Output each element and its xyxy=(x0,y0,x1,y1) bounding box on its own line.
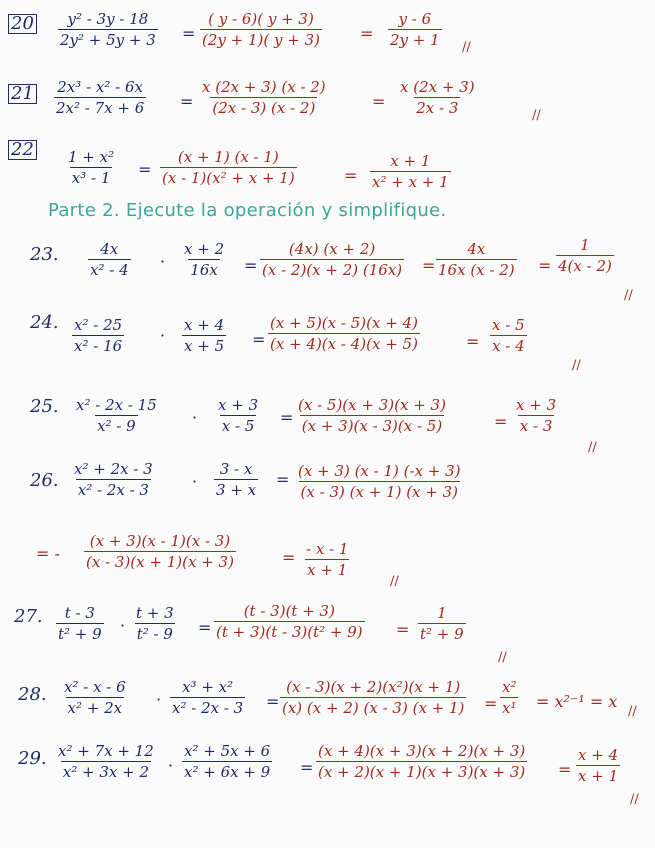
fraction-given: $\frac{\text{1 + x²}}{\text{x³ - 1}}$ xyxy=(68,148,115,187)
problem-number: 25. xyxy=(30,396,59,417)
fraction-result: $\frac{x (2x + 3)}{2x - 3}$ xyxy=(400,78,475,117)
equals-minus: = - xyxy=(36,544,60,563)
equals-sign: = xyxy=(244,256,258,275)
fraction-given-2: $\frac{x + 2}{16x}$ xyxy=(184,240,225,279)
equals-sign: = xyxy=(138,160,152,179)
final-mark: // xyxy=(390,574,399,589)
fraction-factored: $\frac{(x + 3) (x - 1) (-x + 3)}{(x - 3) (x + 1) (x + 3)}$ xyxy=(298,462,461,501)
fraction-result: $\frac{x - 5}{x - 4}$ xyxy=(492,316,525,355)
problem-number: 24. xyxy=(30,312,59,333)
problem-number: 20 xyxy=(8,14,37,34)
multiply-dot: · xyxy=(168,756,174,775)
equals-sign: = xyxy=(422,256,436,275)
fraction-given-2: $\frac{x + 3}{x - 5}$ xyxy=(218,396,259,435)
fraction-result: $\frac{1}{4(x - 2)}$ xyxy=(558,236,612,275)
fraction-given-1: $\frac{\text{x² - 25}}{\text{x² - 16}}$ xyxy=(74,316,123,355)
equals-sign: = xyxy=(372,92,386,111)
exponent-result: = x²⁻¹ = x xyxy=(536,692,618,711)
equals-sign: = xyxy=(266,692,280,711)
multiply-dot: · xyxy=(120,616,126,635)
fraction-result: $\frac{- x - 1}{x + 1}$ xyxy=(306,540,349,579)
fraction-given-1: $\frac{4x}{\text{x² - 4}}$ xyxy=(90,240,129,279)
equals-sign: = xyxy=(182,24,196,43)
fraction-given: $\frac{\text{y² - 3y - 18}}{\text{2y² + 5y + 3}}$ xyxy=(60,10,156,49)
equals-sign: = xyxy=(396,620,410,639)
equals-sign: = xyxy=(280,408,294,427)
fraction-given-1: $\frac{t - 3}{\text{t² + 9}}$ xyxy=(58,604,102,643)
equals-sign: = xyxy=(558,760,572,779)
fraction-factored: $\frac{(x + 1) (x - 1)}{\text{(x - 1)(x² + x + 1)}}$ xyxy=(162,148,295,187)
final-mark: // xyxy=(624,288,633,303)
final-mark: // xyxy=(588,440,597,455)
fraction-given-2: $\frac{\text{x³ + x²}}{\text{x² - 2x - 3}}$ xyxy=(172,678,244,717)
problem-number: 28. xyxy=(18,684,47,705)
equals-sign: = xyxy=(198,618,212,637)
fraction-step: $\frac{4x}{16x (x - 2)}$ xyxy=(438,240,515,279)
final-mark: // xyxy=(462,40,471,55)
fraction-given-2: $\frac{t + 3}{\text{t² - 9}}$ xyxy=(136,604,174,643)
fraction-result: $\frac{x + 3}{x - 3}$ xyxy=(516,396,557,435)
equals-sign: = xyxy=(360,24,374,43)
equals-sign: = xyxy=(466,332,480,351)
fraction-given-1: $\frac{\text{x² + 7x + 12}}{\text{x² + 3x + 2}}$ xyxy=(58,742,154,781)
fraction-given-1: $\frac{\text{x² + 2x - 3}}{\text{x² - 2x - 3}}$ xyxy=(74,460,153,499)
fraction-result: $\frac{x + 4}{x + 1}$ xyxy=(578,746,619,785)
final-mark: // xyxy=(532,108,541,123)
equals-sign: = xyxy=(484,694,498,713)
fraction-factored: $\frac{( y - 6)( y + 3)}{(2y + 1)( y + 3)}$ xyxy=(202,10,320,49)
problem-number: 26. xyxy=(30,470,59,491)
problem-number: 23. xyxy=(30,244,59,265)
multiply-dot: · xyxy=(192,408,198,427)
problem-number: 21 xyxy=(8,84,37,104)
equals-sign: = xyxy=(494,412,508,431)
fraction-given-2: $\frac{3 - x}{3 + x}$ xyxy=(216,460,257,499)
fraction-step: $\frac{\text{x²}}{\text{x¹}}$ xyxy=(502,678,517,717)
fraction-given-1: $\frac{\text{x² - x - 6}}{\text{x² + 2x}}$ xyxy=(64,678,126,717)
equals-sign: = xyxy=(282,548,296,567)
final-mark: // xyxy=(630,792,639,807)
final-mark: // xyxy=(498,650,507,665)
equals-sign: = xyxy=(180,92,194,111)
fraction-step: $\frac{(x + 3)(x - 1)(x - 3)}{(x - 3)(x + 1)(x + 3)}$ xyxy=(86,532,234,571)
multiply-dot: · xyxy=(160,326,166,345)
equals-sign: = xyxy=(344,166,358,185)
problem-number: 27. xyxy=(14,606,43,627)
equals-sign: = xyxy=(252,330,266,349)
fraction-given-1: $\frac{\text{x² - 2x - 15}}{\text{x² - 9}}$ xyxy=(76,396,157,435)
fraction-factored: $\frac{x (2x + 3) (x - 2)}{(2x - 3) (x - 2)}$ xyxy=(202,78,326,117)
fraction-factored: $\frac{(x + 4)(x + 3)(x + 2)(x + 3)}{(x + 2)(x + 1)(x + 3)(x + 3)}$ xyxy=(318,742,526,781)
fraction-factored: $\frac{(4x) (x + 2)}{(x - 2)(x + 2) (16x)}$ xyxy=(262,240,403,279)
fraction-given: $\frac{\text{2x³ - x² - 6x}}{\text{2x² - 7x + 6}}$ xyxy=(56,78,145,117)
fraction-result: $\frac{y - 6}{2y + 1}$ xyxy=(390,10,440,49)
equals-sign: = xyxy=(300,758,314,777)
fraction-factored: $\frac{\text{(x - 3)(x + 2)(x²)(x + 1)}}{(x) (x + 2) (x - 3) (x + 1)}$ xyxy=(282,678,465,717)
multiply-dot: · xyxy=(192,472,198,491)
fraction-factored: $\frac{(x - 5)(x + 3)(x + 3)}{(x + 3)(x - 3)(x - 5)}$ xyxy=(298,396,446,435)
fraction-result: $\frac{1}{\text{t² + 9}}$ xyxy=(420,604,464,643)
multiply-dot: · xyxy=(160,252,166,271)
equals-sign: = xyxy=(538,256,552,275)
fraction-given-2: $\frac{x + 4}{x + 5}$ xyxy=(184,316,225,355)
final-mark: // xyxy=(572,358,581,373)
section-heading: Parte 2. Ejecute la operación y simplifique. xyxy=(48,200,447,221)
fraction-result: $\frac{x + 1}{\text{x² + x + 1}}$ xyxy=(372,152,449,191)
problem-number: 22 xyxy=(8,140,37,160)
equals-sign: = xyxy=(276,470,290,489)
fraction-given-2: $\frac{\text{x² + 5x + 6}}{\text{x² + 6x + 9}}$ xyxy=(184,742,271,781)
fraction-factored: $\frac{(x + 5)(x - 5)(x + 4)}{(x + 4)(x - 4)(x + 5)}$ xyxy=(270,314,418,353)
multiply-dot: · xyxy=(156,690,162,709)
fraction-factored: $\frac{(t - 3)(t + 3)}{\text{(t + 3)(t - 3)(t² + 9)}}$ xyxy=(216,602,363,641)
final-mark: // xyxy=(628,704,637,719)
problem-number: 29. xyxy=(18,748,47,769)
